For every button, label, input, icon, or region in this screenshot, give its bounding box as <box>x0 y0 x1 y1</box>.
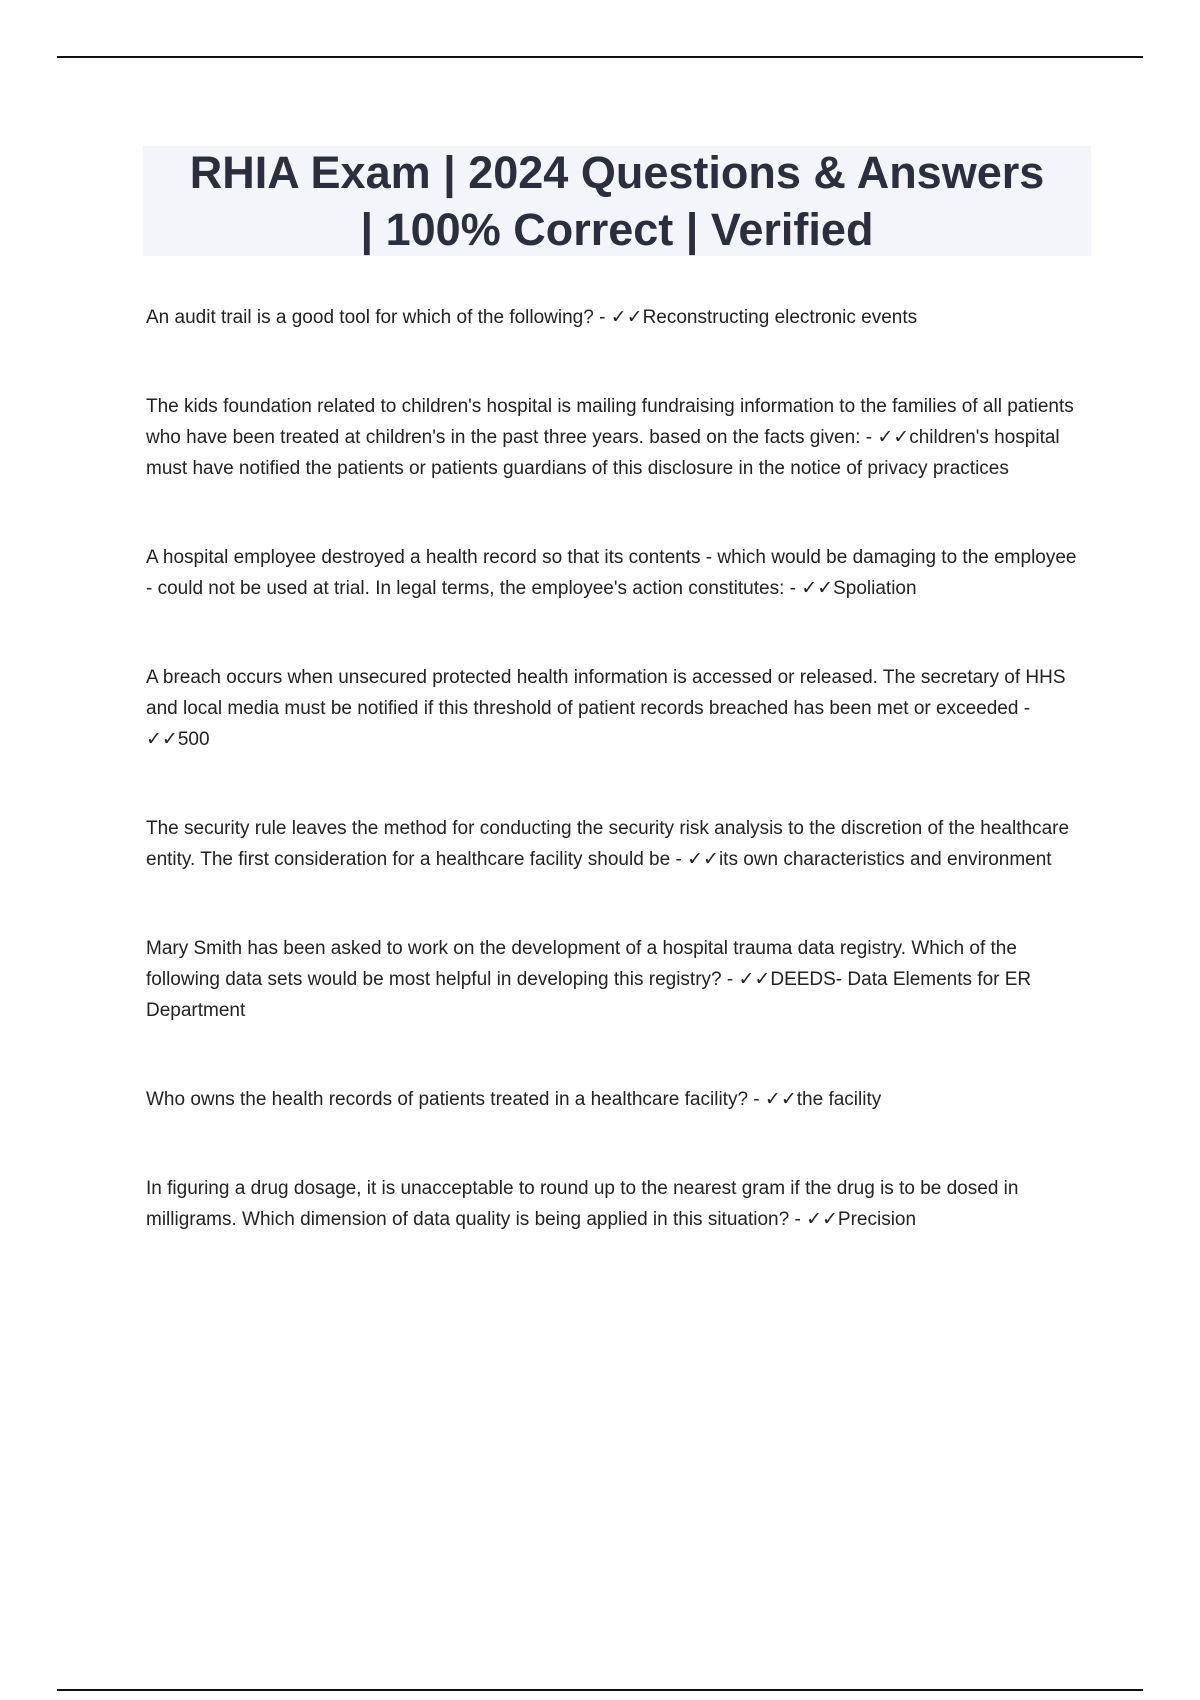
question-text: An audit trail is a good tool for which of the following? <box>146 307 594 328</box>
answer-text: children's hospital must have notified the patients or patients guardians of this disclosure in the notice of privacy practices <box>146 427 1060 479</box>
check-icon: ✓✓ <box>764 1089 797 1110</box>
check-icon: ✓✓ <box>610 307 643 328</box>
answer-text: Reconstructing electronic events <box>642 307 918 328</box>
title-line-1: RHIA Exam | 2024 Questions & Answers <box>189 147 1045 198</box>
question-text: Who owns the health records of patients treated in a healthcare facility? <box>146 1089 749 1110</box>
answer-text: its own characteristics and environment <box>718 849 1052 870</box>
question-text: In figuring a drug dosage, it is unacceptable to round up to the nearest gram if the drug is to be dosed in milligrams. Which dimension of data quality is being applied in this situation? <box>146 1178 1019 1230</box>
question-text: A breach occurs when unsecured protected health information is accessed or released. The secretary of HHS and local media must be notified if this threshold of patient records breached has been met or exceeded <box>146 667 1066 719</box>
title-banner <box>143 146 1091 256</box>
question-text: A hospital employee destroyed a health record so that its contents - which would be damaging to the employee - could not be used at trial. In legal terms, the employee's action constitutes: <box>146 547 1077 599</box>
check-icon: ✓✓ <box>687 849 719 870</box>
check-icon: ✓✓ <box>801 578 834 599</box>
qa-item <box>146 1173 1086 1235</box>
qa-item <box>146 662 1086 755</box>
qa-item <box>146 813 1086 875</box>
answer-text: Precision <box>837 1209 917 1230</box>
title-line-2: | 100% Correct | Verified <box>360 204 874 255</box>
qa-list <box>146 302 1086 1293</box>
question-text: The kids foundation related to children's hospital is mailing fundraising information to the families of all patients who have been treated at children's in the past three years. based on the facts given: <box>146 396 1074 448</box>
separator: - <box>784 578 802 599</box>
check-icon: ✓✓ <box>146 729 178 750</box>
check-icon: ✓✓ <box>806 1209 838 1230</box>
page-bottom-rule <box>57 1689 1143 1691</box>
separator: - <box>721 969 739 990</box>
check-icon: ✓✓ <box>738 969 771 990</box>
answer-text: 500 <box>177 729 210 750</box>
qa-item <box>146 933 1086 1026</box>
separator: - <box>748 1089 765 1110</box>
separator: - <box>1018 698 1031 719</box>
separator: - <box>789 1209 807 1230</box>
separator: - <box>670 849 688 870</box>
answer-text: the facility <box>796 1089 882 1110</box>
answer-text: Spoliation <box>833 578 917 599</box>
separator: - <box>593 307 611 328</box>
document-title <box>190 144 1045 258</box>
page-top-rule <box>57 56 1143 58</box>
qa-item <box>146 1084 1086 1115</box>
qa-item <box>146 542 1086 604</box>
question-text: Mary Smith has been asked to work on the development of a hospital trauma data registry. Which of the following data sets would be most helpful in developing this registry? <box>146 938 1017 990</box>
check-icon: ✓✓ <box>877 427 910 448</box>
question-text: The security rule leaves the method for conducting the security risk analysis to the discretion of the healthcare entity. The first consideration for a healthcare facility should be <box>146 818 1070 870</box>
qa-item <box>146 302 1086 333</box>
answer-text: DEEDS- Data Elements for ER Department <box>146 969 1032 1021</box>
separator: - <box>860 427 878 448</box>
qa-item <box>146 391 1086 484</box>
